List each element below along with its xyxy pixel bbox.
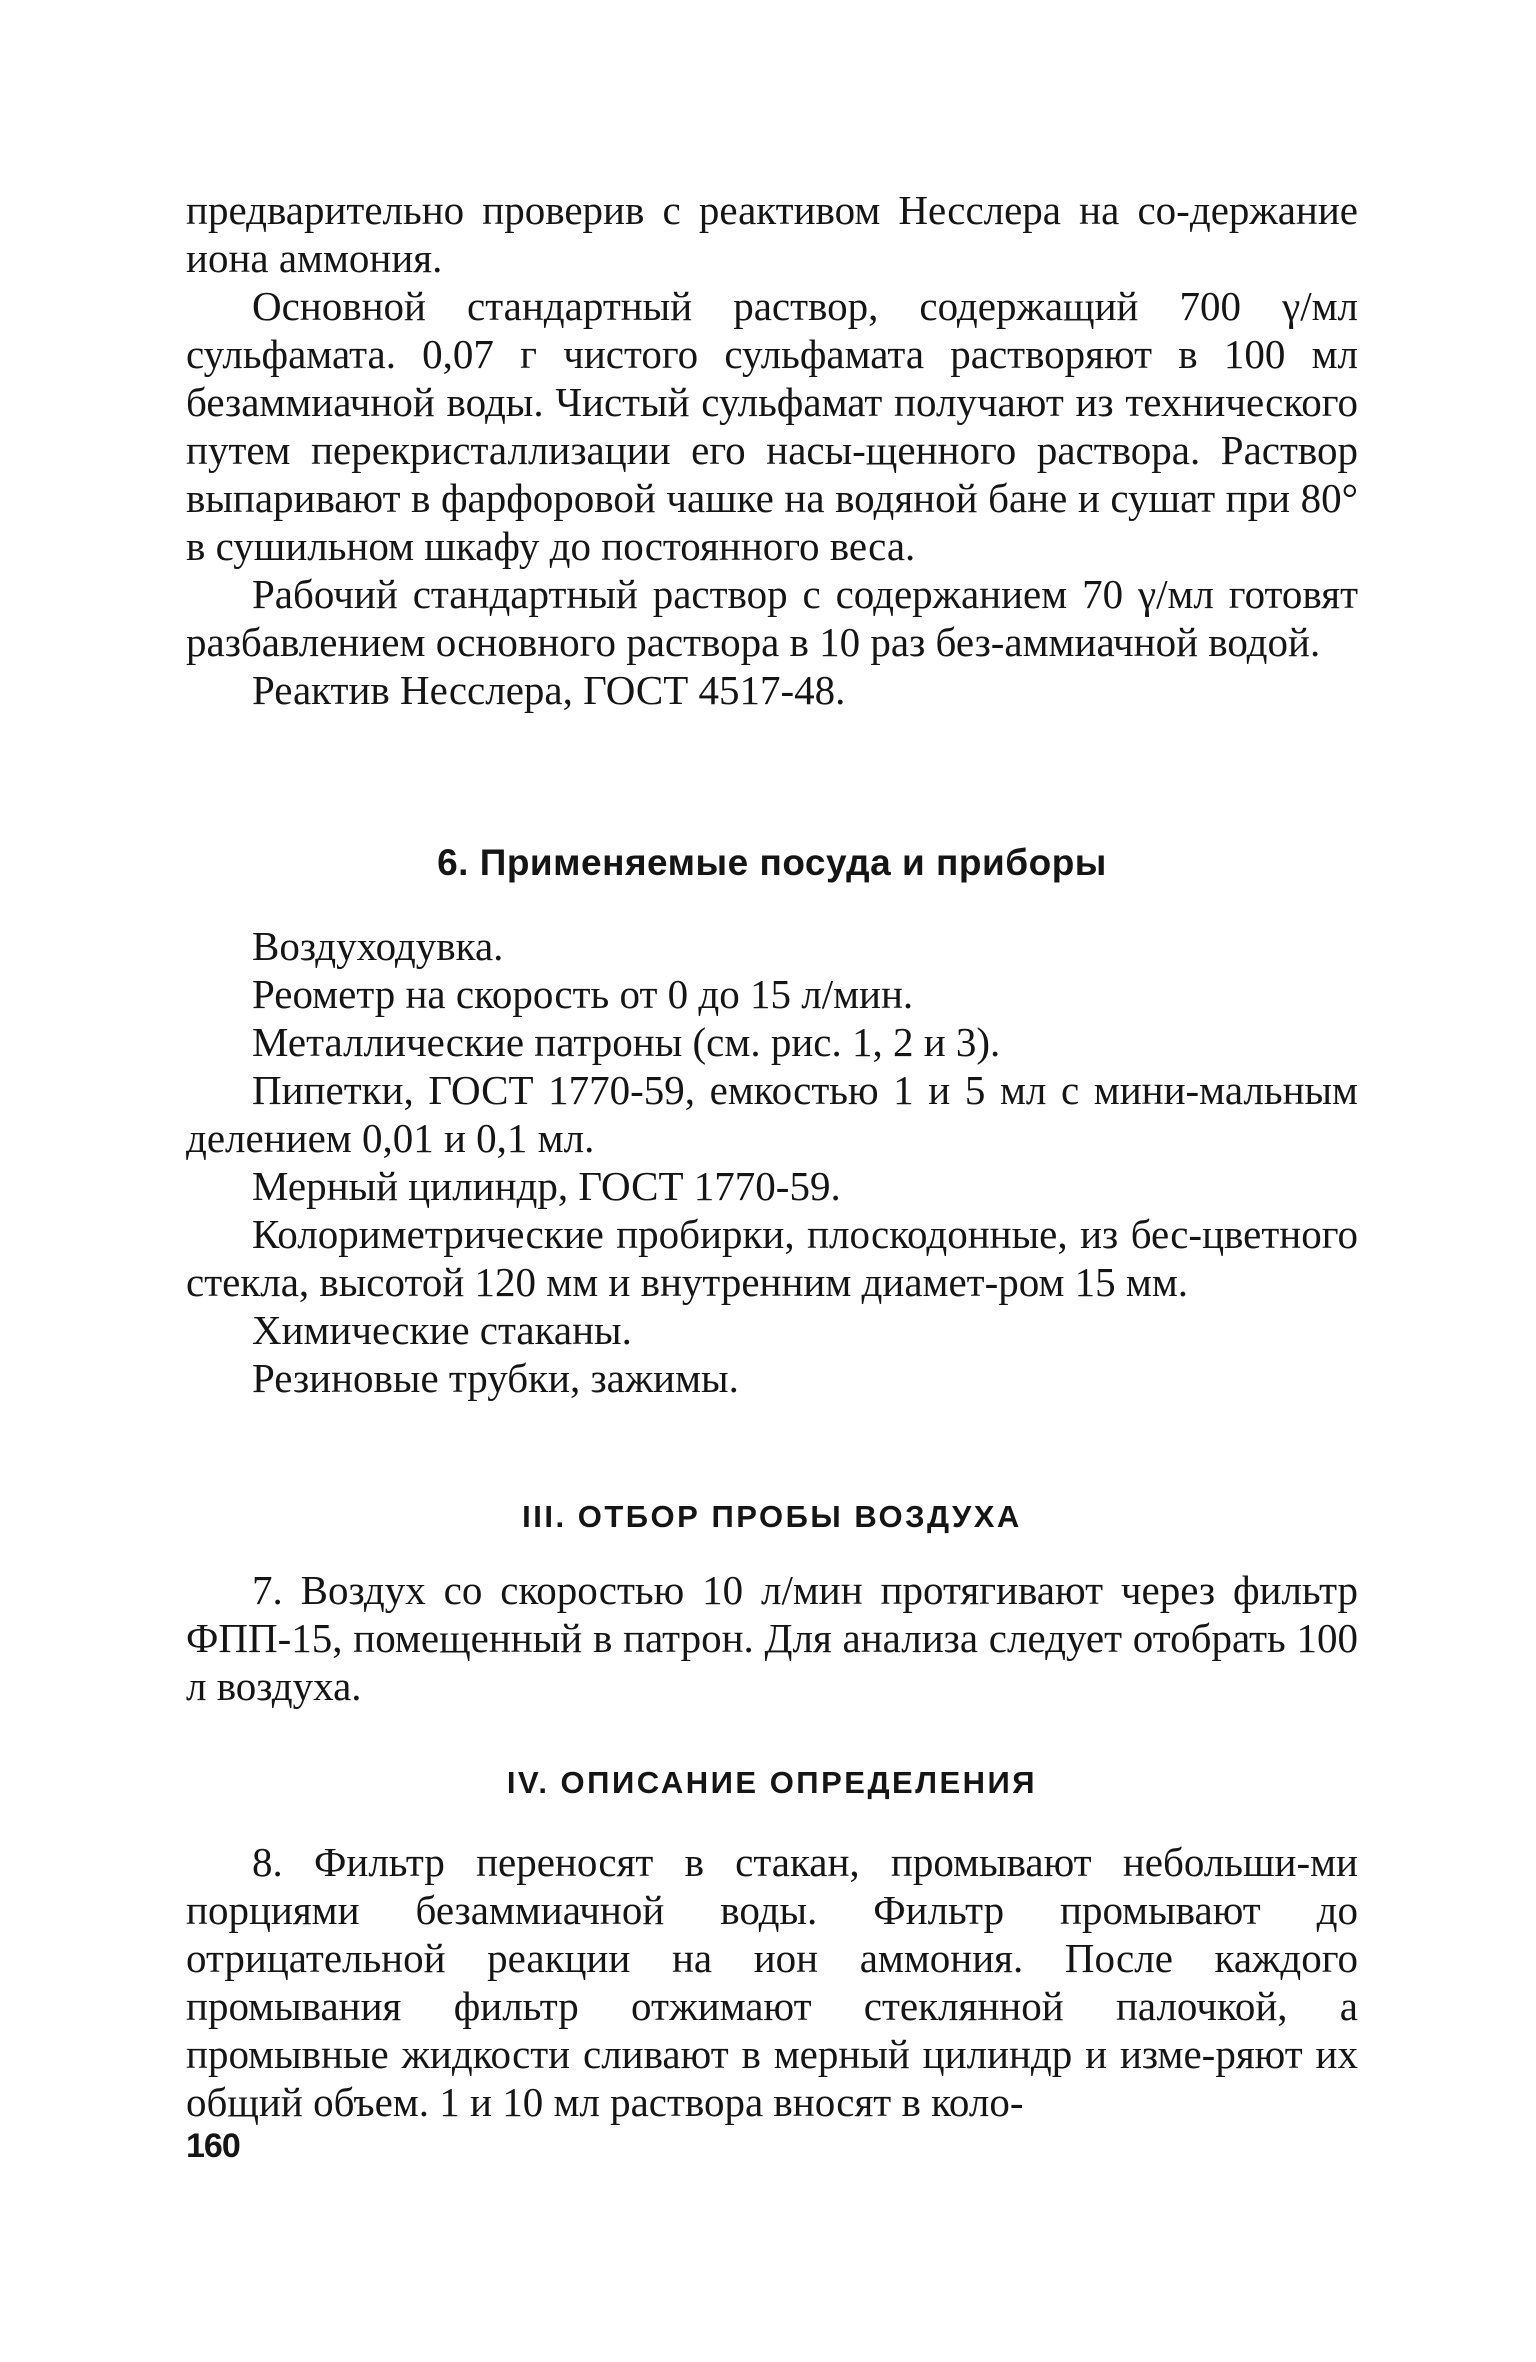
section-iv-heading: IV. ОПИСАНИЕ ОПРЕДЕЛЕНИЯ — [506, 1765, 1038, 1800]
equipment-item: Реометр на скорость от 0 до 15 л/мин. — [252, 971, 914, 1017]
equipment-list — [186, 922, 1358, 1402]
paragraph-continuation: предварительно проверив с реактивом Несслера на со-держание иона аммония. — [186, 187, 1358, 281]
equipment-item: Металлические патроны (см. рис. 1, 2 и 3). — [252, 1019, 1001, 1065]
section-iii-text — [186, 1566, 1358, 1710]
equipment-item: Пипетки, ГОСТ 1770-59, емкостью 1 и 5 мл с мини-мальным делением 0,01 и 0,1 мл. — [186, 1067, 1358, 1161]
paragraph-nessler-reagent: Реактив Несслера, ГОСТ 4517-48. — [252, 667, 846, 713]
section-6-heading: 6. Применяемые посуда и приборы — [437, 842, 1107, 883]
equipment-item: Мерный цилиндр, ГОСТ 1770-59. — [252, 1163, 841, 1209]
paragraph-procedure: 8. Фильтр переносят в стакан, промывают небольши-ми порциями безаммиачной воды. Фильтр промывают до отрицательной реакции на ион аммония. После каждого промывания фильтр отжимают стеклянной палочкой, а промывные жидкости сливают в мерный цилиндр и изме-ряют их общий объем. 1 и 10 мл раствора вносят в коло- — [186, 1839, 1358, 2125]
section-iv-text — [186, 1838, 1358, 2126]
equipment-item: Колориметрические пробирки, плоскодонные, из бес-цветного стекла, высотой 120 мм и внутренним диамет-ром 15 мм. — [186, 1211, 1358, 1305]
equipment-item: Химические стаканы. — [252, 1307, 632, 1353]
page-number: 160 — [186, 2127, 240, 2165]
paragraph-working-solution: Рабочий стандартный раствор с содержанием 70 γ/мл готовят разбавлением основного раствора в 10 раз без-аммиачной водой. — [186, 571, 1358, 665]
paragraph-main-solution: Основной стандартный раствор, содержащий 700 γ/мл сульфамата. 0,07 г чистого сульфамата растворяют в 100 мл безаммиачной воды. Чистый сульфамат получают из технического путем перекристаллизации его насы-щенного раствора. Раствор выпаривают в фарфоровой чашке на водяной бане и сушат при 80° в сушильном шкафу до постоянного веса. — [186, 283, 1358, 569]
paragraph-sampling: 7. Воздух со скоростью 10 л/мин протягивают через фильтр ФПП-15, помещенный в патрон. Для анализа следует отобрать 100 л воздуха. — [186, 1567, 1358, 1709]
section-iii-heading: III. ОТБОР ПРОБЫ ВОЗДУХА — [522, 1499, 1022, 1534]
equipment-item: Воздуходувка. — [252, 923, 504, 969]
top-text-block — [186, 186, 1358, 714]
equipment-item: Резиновые трубки, зажимы. — [252, 1355, 739, 1401]
